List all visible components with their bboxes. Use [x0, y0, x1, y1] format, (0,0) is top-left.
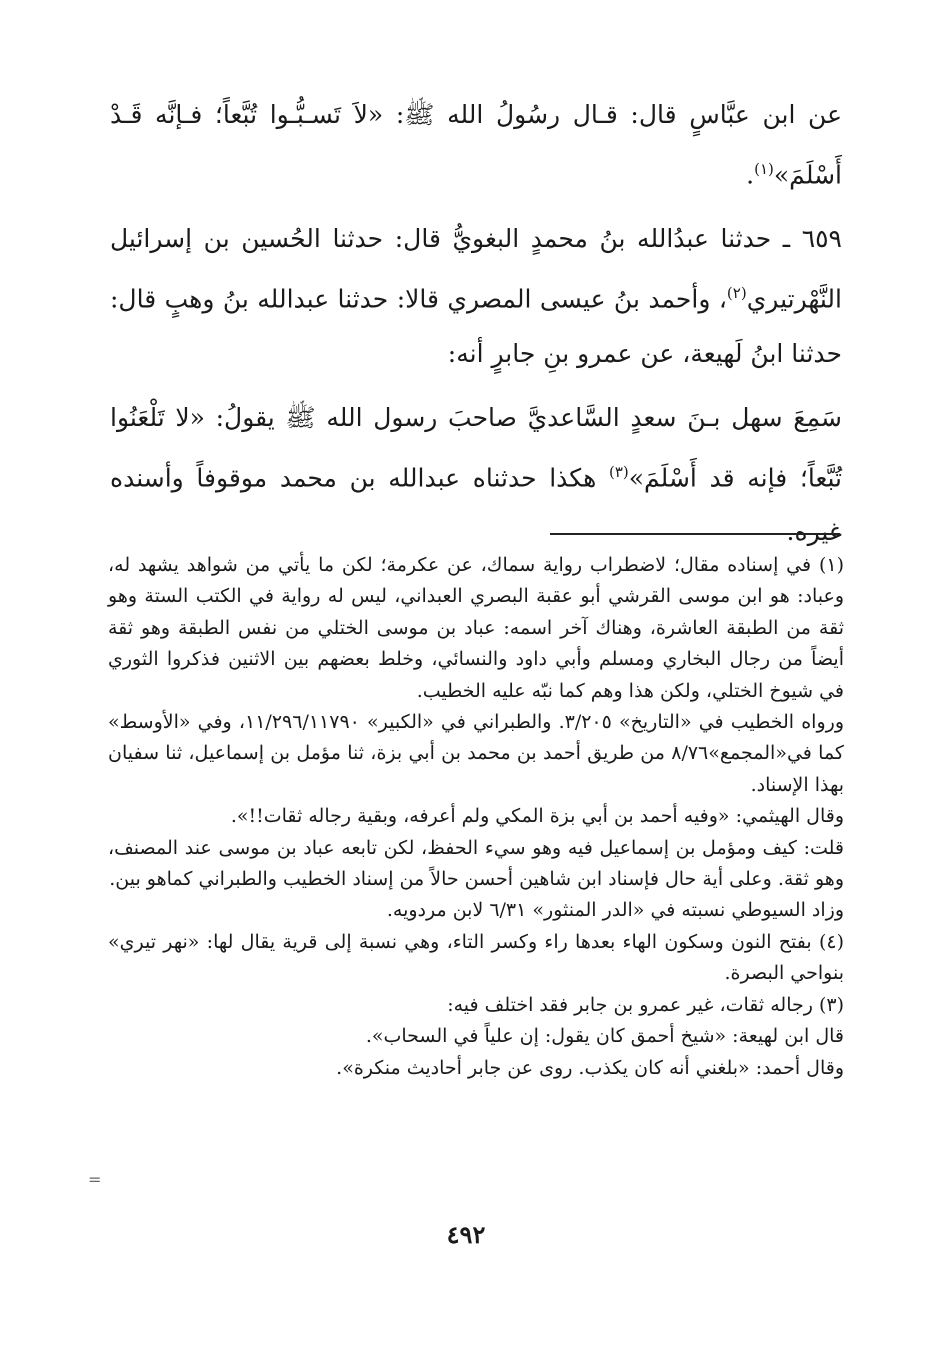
footnote-1-khatib: ورواه الخطيب في «التاريخ» ٣/٢٠٥. والطبراني في «الكبير» ١١/٢٩٦/١١٧٩٠، وفي «الأوسط» كما في«المجمع»٨/٧٦ من طريق أحمد بن محمد بن أبي بزة، ثنا مؤمل بن إسماعيل، ثنا سفيان بهذا الإسناد. — [108, 711, 844, 796]
footnote-ref-1: (١) — [754, 160, 774, 178]
paragraph-1-end: . — [746, 160, 755, 190]
paragraph-2-continuation: ، وأحمد بنُ عيسى المصري قالا: حدثنا عبدالله بنُ وهبٍ قال: حدثنا ابنُ لَهيعة، عن عمرو بنِ جابرٍ أنه: — [110, 284, 842, 368]
footnote-3-ahmad: وقال أحمد: «بلغني أنه كان يكذب. روى عن جابر أحاديث منكرة». — [336, 1056, 844, 1079]
footnote-1-suyuti: وزاد السيوطي نسبته في «الدر المنثور» ٦/٣١ لابن مردويه. — [386, 899, 844, 922]
main-text — [110, 88, 842, 569]
hadith-number: ٦٥٩ — [801, 224, 842, 254]
footnote-ref-2: (٢) — [726, 284, 747, 303]
margin-mark: = — [88, 1170, 102, 1189]
paragraph-2 — [110, 212, 842, 380]
footnote-1-haythami: وقال الهيثمي: «وفيه أحمد بن أبي بزة المكي ولم أعرفه، وبقية رجاله ثقات!!». — [230, 805, 844, 828]
paragraph-1-text: عن ابن عبَّاسٍ قال: قـال رسُولُ الله ﷺ: «لاَ تَسـبُّـوا تُبَّعاً؛ فـإنَّه قَـدْ أَسْلَمَ» — [110, 100, 842, 190]
paragraph-3-text: سَمِعَ سهل بـنَ سعدٍ السَّاعديَّ صاحبَ رسول الله ﷺ يقولُ: «لا تَلْعَنُوا تُبَّعاً؛ فإنه قد أَسْلَمَ» — [110, 402, 843, 492]
footnote-3: (٣) رجاله ثقات، غير عمرو بن جابر فقد اختلف فيه: — [447, 993, 844, 1016]
footnotes — [108, 550, 844, 1084]
paragraph-1 — [110, 88, 842, 202]
footnote-3-ibn-lahia: قال ابن لهيعة: «شيخ أحمق كان يقول: إن علياً في السحاب». — [365, 1025, 844, 1048]
paragraph-2-text: ـ حدثنا عبدُالله بنُ محمدٍ البغويُّ قال: حدثنا الحُسين بن إسرائيل النَّهْرتيري — [110, 224, 842, 314]
footnote-separator — [550, 533, 840, 535]
footnote-1: (١) في إسناده مقال؛ لاضطراب رواية سماك، عن عكرمة؛ لكن ما يأتي من شواهد يشهد له، وعباد: هو ابن موسى القرشي أبو عقبة البصري العبداني، ليس له رواية في الكتب الستة وهو ثقة من الطبقة العاشرة، وهناك آخر اسمه: عباد بن موسى الختلي من نفس الطبقة وهو ثقة أيضاً من رجال البخاري ومسلم وأبي داود والنسائي، وخلط بعضهم بين الاثنين فذكروا الثوري في شيوخ الختلي، ولكن هذا وهم كما نبّه عليه الخطيب. — [108, 554, 844, 702]
footnote-2: (٤) بفتح النون وسكون الهاء بعدها راء وكسر التاء، وهي نسبة إلى قرية يقال لها: «نهر تيري» بنواحي البصرة. — [108, 930, 844, 985]
footnote-ref-3: (٣) — [608, 462, 629, 481]
page-number: ٤٩٢ — [446, 1220, 486, 1249]
paragraph-3-continuation: هكذا حدثناه عبدالله بن محمد موقوفاً وأسنده غيره. — [110, 462, 842, 546]
footnote-1-comment: قلت: كيف ومؤمل بن إسماعيل فيه وهو سيء الحفظ، لكن تابعه عباد بن موسى عند المصنف، وهو ثقة. وعلى أية حال فإسناد ابن شاهين أحسن حالاً من إسناد الخطيب والطبراني كماهو بين. — [108, 836, 844, 891]
